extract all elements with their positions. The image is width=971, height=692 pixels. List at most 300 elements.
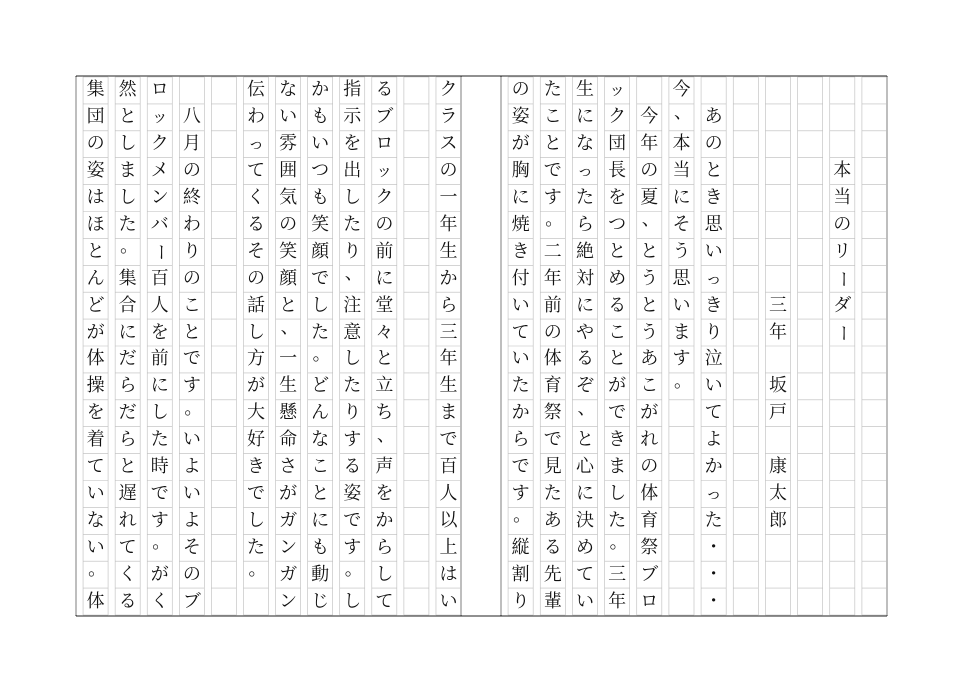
- manuscript-char: 育: [543, 375, 562, 397]
- manuscript-char: 三: [768, 294, 787, 316]
- manuscript-char: 方: [246, 348, 265, 370]
- manuscript-char: 付: [511, 267, 530, 289]
- manuscript-char: た: [311, 321, 330, 343]
- manuscript-char: 。: [120, 236, 139, 258]
- manuscript-char: よ: [704, 429, 723, 451]
- manuscript-char: と: [575, 429, 594, 451]
- manuscript-char: ら: [439, 294, 458, 316]
- manuscript-char: の: [704, 133, 723, 155]
- manuscript-char: う: [640, 267, 659, 289]
- manuscript-char: ち: [375, 402, 394, 424]
- manuscript-char: 集: [86, 79, 105, 101]
- manuscript-char: か: [375, 509, 394, 531]
- manuscript-char: た: [150, 429, 169, 451]
- manuscript-char: る: [375, 79, 394, 101]
- manuscript-char: 顔: [311, 240, 330, 262]
- manuscript-char: 前: [375, 240, 394, 262]
- manuscript-char: 生: [439, 375, 458, 397]
- manuscript-char: 夏: [640, 187, 659, 209]
- manuscript-char: 。: [248, 559, 267, 581]
- manuscript-char: 体: [543, 348, 562, 370]
- manuscript-char: ほ: [86, 213, 105, 235]
- manuscript-char: し: [608, 482, 627, 504]
- manuscript-char: に: [575, 482, 594, 504]
- manuscript-char: 体: [640, 482, 659, 504]
- manuscript-char: て: [375, 590, 394, 612]
- manuscript-char: が: [511, 133, 530, 155]
- manuscript-char: か: [704, 456, 723, 478]
- manuscript-char: 然: [118, 79, 137, 101]
- manuscript-char: て: [246, 160, 265, 182]
- manuscript-char: ど: [86, 294, 105, 316]
- manuscript-char: し: [118, 187, 137, 209]
- manuscript-char: ま: [608, 456, 627, 478]
- manuscript-char: の: [375, 213, 394, 235]
- manuscript-char: 。: [312, 343, 331, 365]
- manuscript-char: 以: [439, 509, 458, 531]
- manuscript-char: し: [375, 563, 394, 585]
- manuscript-char: ク: [150, 133, 169, 155]
- manuscript-char: い: [439, 590, 458, 612]
- manuscript-char: な: [279, 79, 298, 101]
- manuscript-char: 年: [439, 348, 458, 370]
- manuscript-char: も: [311, 187, 330, 209]
- manuscript-char: ガ: [279, 509, 298, 531]
- manuscript-char: 心: [575, 456, 594, 478]
- manuscript-char: き: [704, 294, 723, 316]
- manuscript-char: わ: [246, 106, 265, 128]
- manuscript-char: っ: [576, 161, 593, 181]
- manuscript-char: ・: [704, 590, 723, 612]
- manuscript-char: 三: [439, 321, 458, 343]
- manuscript-char: ロ: [375, 133, 394, 155]
- manuscript-char: 月: [182, 133, 201, 155]
- manuscript-char: 郎: [768, 509, 787, 531]
- manuscript-char: 笑: [279, 240, 298, 262]
- manuscript-char: と: [608, 348, 627, 370]
- manuscript-char: の: [543, 321, 562, 343]
- manuscript-char: 一: [279, 348, 298, 370]
- manuscript-char: の: [439, 160, 458, 182]
- manuscript-char: て: [511, 321, 530, 343]
- manuscript-char: メ: [150, 160, 169, 182]
- manuscript-char: 生: [279, 375, 298, 397]
- manuscript-char: る: [343, 456, 362, 478]
- manuscript-char: 本: [833, 160, 852, 182]
- manuscript-char: 見: [543, 456, 562, 478]
- manuscript-char: 戸: [768, 402, 787, 424]
- manuscript-char: ら: [375, 536, 394, 558]
- manuscript-char: す: [672, 348, 691, 370]
- manuscript-char: ン: [279, 536, 298, 558]
- manuscript-char: 今: [640, 106, 659, 128]
- manuscript-char: 姿: [86, 160, 105, 182]
- manuscript-char: に: [375, 267, 394, 289]
- manuscript-char: 輩: [543, 590, 562, 612]
- manuscript-char: 人: [150, 294, 169, 316]
- manuscript-char: も: [311, 536, 330, 558]
- manuscript-char: し: [246, 509, 265, 531]
- manuscript-char: あ: [704, 106, 723, 128]
- manuscript-char: 姿: [343, 482, 362, 504]
- manuscript-char: じ: [311, 590, 330, 612]
- manuscript-char: ク: [439, 79, 458, 101]
- manuscript-char: 生: [439, 240, 458, 262]
- manuscript-char: が: [246, 375, 265, 397]
- manuscript-char: て: [86, 456, 105, 478]
- manuscript-char: 年: [439, 213, 458, 235]
- manuscript-char: と: [608, 240, 627, 262]
- manuscript-char: 一: [439, 187, 458, 209]
- manuscript-char: が: [640, 402, 659, 424]
- manuscript-char: の: [246, 267, 265, 289]
- manuscript-char: し: [343, 187, 362, 209]
- manuscript-char: す: [343, 429, 362, 451]
- manuscript-char: 合: [118, 294, 137, 316]
- manuscript-char: を: [86, 402, 105, 424]
- manuscript-char: う: [640, 321, 659, 343]
- manuscript-char: し: [343, 590, 362, 612]
- manuscript-char: 、: [641, 209, 660, 231]
- manuscript-char: の: [86, 133, 105, 155]
- manuscript-char: た: [575, 187, 594, 209]
- manuscript-char: ん: [86, 267, 105, 289]
- manuscript-char: 笑: [311, 213, 330, 235]
- manuscript-char: す: [343, 536, 362, 558]
- manuscript-char: る: [246, 213, 265, 235]
- manuscript-char: ま: [672, 321, 691, 343]
- manuscript-char: と: [704, 160, 723, 182]
- manuscript-char: い: [182, 429, 201, 451]
- manuscript-char: ガ: [279, 563, 298, 585]
- manuscript-char: い: [86, 536, 105, 558]
- manuscript-char: 大: [246, 402, 265, 424]
- manuscript-char: 声: [375, 456, 394, 478]
- manuscript-char: ブ: [640, 563, 659, 585]
- manuscript-char: て: [704, 402, 723, 424]
- manuscript-char: な: [575, 133, 594, 155]
- manuscript-char: 本: [672, 133, 691, 155]
- manuscript-char: ッ: [151, 107, 168, 127]
- manuscript-char: 意: [343, 321, 362, 343]
- manuscript-char: 示: [343, 106, 362, 128]
- manuscript-char: 生: [575, 79, 594, 101]
- manuscript-char: 泣: [704, 348, 723, 370]
- manuscript-char: が: [86, 321, 105, 343]
- manuscript-char: の: [279, 213, 298, 235]
- manuscript-char: あ: [640, 348, 659, 370]
- manuscript-char: め: [608, 267, 627, 289]
- manuscript-char: か: [511, 402, 530, 424]
- manuscript-char: と: [640, 294, 659, 316]
- manuscript-char: り: [182, 240, 201, 262]
- manuscript-char: 三: [608, 563, 627, 585]
- manuscript-char: ー: [832, 323, 854, 342]
- manuscript-char: 団: [86, 106, 105, 128]
- manuscript-char: っ: [247, 134, 264, 154]
- manuscript-char: そ: [672, 213, 691, 235]
- manuscript-char: 伝: [246, 79, 265, 101]
- manuscript-char: た: [511, 375, 530, 397]
- manuscript-char: た: [608, 509, 627, 531]
- manuscript-char: こ: [311, 456, 330, 478]
- manuscript-char: 。: [609, 532, 628, 554]
- manuscript-char: の: [511, 79, 530, 101]
- manuscript-char: の: [640, 160, 659, 182]
- manuscript-char: ど: [311, 375, 330, 397]
- manuscript-char: 百: [439, 456, 458, 478]
- manuscript-char: の: [182, 563, 201, 585]
- manuscript-char: 長: [608, 160, 627, 182]
- manuscript-char: め: [575, 536, 594, 558]
- manuscript-char: 祭: [640, 536, 659, 558]
- manuscript-char: ら: [118, 429, 137, 451]
- manuscript-char: 立: [375, 375, 394, 397]
- manuscript-char: 、: [673, 101, 692, 123]
- manuscript-char: の: [182, 160, 201, 182]
- manuscript-char: 坂: [768, 375, 787, 397]
- manuscript-char: ・: [704, 563, 723, 585]
- manuscript-char: く: [118, 563, 137, 585]
- manuscript-char: た: [543, 79, 562, 101]
- manuscript-char: 年: [640, 133, 659, 155]
- manuscript-char: 対: [575, 267, 594, 289]
- manuscript-char: だ: [118, 348, 137, 370]
- manuscript-char: う: [672, 240, 691, 262]
- manuscript-char: 縦: [511, 536, 530, 558]
- manuscript-char: で: [511, 456, 530, 478]
- manuscript-char: 体: [86, 348, 105, 370]
- manuscript-char: な: [311, 429, 330, 451]
- manuscript-char: 好: [246, 429, 265, 451]
- manuscript-char: で: [343, 509, 362, 531]
- manuscript-char: バ: [150, 213, 169, 235]
- manuscript-char: も: [311, 106, 330, 128]
- manuscript-char: 話: [246, 294, 265, 316]
- manuscript-char: 胸: [511, 160, 530, 182]
- manuscript-char: を: [343, 133, 362, 155]
- manuscript-char: 。: [88, 559, 107, 581]
- manuscript-char: 当: [833, 187, 852, 209]
- manuscript-char: ら: [575, 213, 594, 235]
- manuscript-char: に: [575, 294, 594, 316]
- manuscript-char: す: [150, 509, 169, 531]
- manuscript-char: い: [511, 348, 530, 370]
- manuscript-char: い: [182, 482, 201, 504]
- manuscript-char: 団: [608, 133, 627, 155]
- manuscript-char: 人: [439, 482, 458, 504]
- manuscript-char: 終: [182, 187, 201, 209]
- manuscript-char: で: [150, 482, 169, 504]
- manuscript-char: ク: [608, 106, 627, 128]
- manuscript-char: 思: [672, 267, 691, 289]
- manuscript-char: 前: [150, 348, 169, 370]
- manuscript-char: 上: [439, 536, 458, 558]
- manuscript-char: い: [704, 375, 723, 397]
- manuscript-char: ク: [375, 187, 394, 209]
- manuscript-char: す: [511, 482, 530, 504]
- manuscript-char: あ: [543, 509, 562, 531]
- manuscript-char: そ: [182, 536, 201, 558]
- manuscript-char: ッ: [376, 161, 393, 181]
- manuscript-char: を: [375, 482, 394, 504]
- manuscript-char: ン: [150, 187, 169, 209]
- manuscript-char: 年: [543, 267, 562, 289]
- manuscript-char: 雰: [279, 133, 298, 155]
- manuscript-char: 太: [768, 482, 787, 504]
- manuscript-char: て: [118, 536, 137, 558]
- manuscript-char: ラ: [439, 106, 458, 128]
- manuscript-char: 康: [768, 456, 787, 478]
- manuscript-char: 堂: [375, 294, 394, 316]
- manuscript-char: り: [704, 321, 723, 343]
- manuscript-char: を: [150, 321, 169, 343]
- manuscript-char: 集: [118, 267, 137, 289]
- manuscript-char: つ: [608, 213, 627, 235]
- manuscript-char: は: [439, 563, 458, 585]
- manuscript-char: 年: [608, 590, 627, 612]
- manuscript-char: ー: [832, 269, 854, 288]
- manuscript-char: た: [246, 536, 265, 558]
- manuscript-char: つ: [311, 160, 330, 182]
- manuscript-char: す: [182, 375, 201, 397]
- manuscript-char: 遅: [118, 482, 137, 504]
- manuscript-char: 注: [343, 294, 362, 316]
- manuscript-char: ブ: [182, 590, 201, 612]
- manuscript-char: と: [279, 294, 298, 316]
- manuscript-char: で: [246, 482, 265, 504]
- manuscript-char: 囲: [279, 160, 298, 182]
- manuscript-char: 操: [86, 375, 105, 397]
- manuscript-char: ま: [118, 160, 137, 182]
- manuscript-char: る: [575, 348, 594, 370]
- manuscript-char: い: [672, 294, 691, 316]
- manuscript-char: ダ: [833, 294, 852, 316]
- manuscript-char: か: [311, 79, 330, 101]
- manuscript-char: ら: [118, 375, 137, 397]
- manuscript-char: ン: [279, 590, 298, 612]
- manuscript-char: 動: [311, 563, 330, 585]
- manuscript-char: 育: [640, 509, 659, 531]
- manuscript-char: い: [279, 106, 298, 128]
- manuscript-char: ぞ: [575, 375, 594, 397]
- manuscript-char: ら: [511, 429, 530, 451]
- manuscript-char: に: [511, 187, 530, 209]
- manuscript-char: が: [150, 563, 169, 585]
- manuscript-char: し: [311, 294, 330, 316]
- manuscript-char: 出: [343, 160, 362, 182]
- manuscript-char: よ: [182, 509, 201, 531]
- manuscript-char: で: [439, 429, 458, 451]
- manuscript-char: っ: [705, 268, 722, 288]
- manuscript-char: れ: [118, 509, 137, 531]
- manuscript-char: 絶: [575, 240, 594, 262]
- manuscript-char: ん: [311, 402, 330, 424]
- manuscript-char: に: [150, 375, 169, 397]
- manuscript-char: の: [833, 213, 852, 235]
- manuscript-char: に: [575, 106, 594, 128]
- manuscript-char: 懸: [279, 402, 298, 424]
- manuscript-char: た: [543, 482, 562, 504]
- manuscript-char: く: [246, 187, 265, 209]
- manuscript-char: そ: [246, 240, 265, 262]
- manuscript-char: に: [311, 509, 330, 531]
- manuscript-char: い: [575, 590, 594, 612]
- manuscript-char: 顔: [279, 267, 298, 289]
- manuscript-char: い: [511, 294, 530, 316]
- manuscript-char: く: [150, 590, 169, 612]
- manuscript-char: ロ: [150, 79, 169, 101]
- manuscript-char: た: [704, 509, 723, 531]
- manuscript-char: と: [543, 133, 562, 155]
- manuscript-char: 、: [344, 263, 363, 285]
- manuscript-char: の: [640, 456, 659, 478]
- manuscript-char: 時: [150, 456, 169, 478]
- manuscript-char: る: [118, 590, 137, 612]
- manuscript-char: き: [704, 187, 723, 209]
- manuscript-char: 命: [279, 429, 298, 451]
- manuscript-char: て: [575, 563, 594, 585]
- manuscript-char: 。: [545, 209, 564, 231]
- manuscript-char: き: [246, 456, 265, 478]
- manuscript-char: わ: [182, 213, 201, 235]
- manuscript-char: 思: [704, 213, 723, 235]
- manuscript-char: し: [150, 402, 169, 424]
- manuscript-char: 体: [86, 590, 105, 612]
- manuscript-char: や: [575, 321, 594, 343]
- manuscript-char: で: [608, 402, 627, 424]
- manuscript-char: り: [511, 590, 530, 612]
- manuscript-char: 二: [543, 240, 562, 262]
- manuscript-char: と: [86, 240, 105, 262]
- manuscript-char: ま: [439, 402, 458, 424]
- manuscript-char: が: [279, 482, 298, 504]
- manuscript-char: 今: [672, 79, 691, 101]
- manuscript-char: に: [118, 321, 137, 343]
- manuscript-char: る: [543, 536, 562, 558]
- manuscript-char: 。: [513, 505, 532, 527]
- manuscript-char: 、: [280, 317, 299, 339]
- manuscript-char: 着: [86, 429, 105, 451]
- manuscript-char: し: [343, 348, 362, 370]
- manuscript-char: よ: [182, 456, 201, 478]
- manuscript-char: で: [543, 160, 562, 182]
- manuscript-char: き: [511, 240, 530, 262]
- manuscript-char: ス: [439, 133, 458, 155]
- manuscript-char: っ: [705, 483, 722, 503]
- manuscript-char: 八: [182, 106, 201, 128]
- manuscript-char: れ: [640, 429, 659, 451]
- manuscript-char: こ: [543, 106, 562, 128]
- manuscript-char: と: [375, 348, 394, 370]
- manuscript-char: に: [672, 187, 691, 209]
- manuscript-char: 焼: [511, 213, 530, 235]
- manuscript-char: を: [608, 187, 627, 209]
- manuscript-char: で: [311, 267, 330, 289]
- manuscript-char: し: [118, 133, 137, 155]
- manuscript-char: の: [182, 267, 201, 289]
- manuscript-char: 年: [768, 321, 787, 343]
- manuscript-char: い: [311, 133, 330, 155]
- manuscript-char: と: [311, 482, 330, 504]
- manuscript-char: と: [182, 321, 201, 343]
- manuscript-char: 。: [184, 397, 203, 419]
- manuscript-char: 先: [543, 563, 562, 585]
- manuscript-char: こ: [640, 375, 659, 397]
- manuscript-char: と: [118, 456, 137, 478]
- manuscript-char: た: [343, 213, 362, 235]
- manuscript-char: り: [343, 240, 362, 262]
